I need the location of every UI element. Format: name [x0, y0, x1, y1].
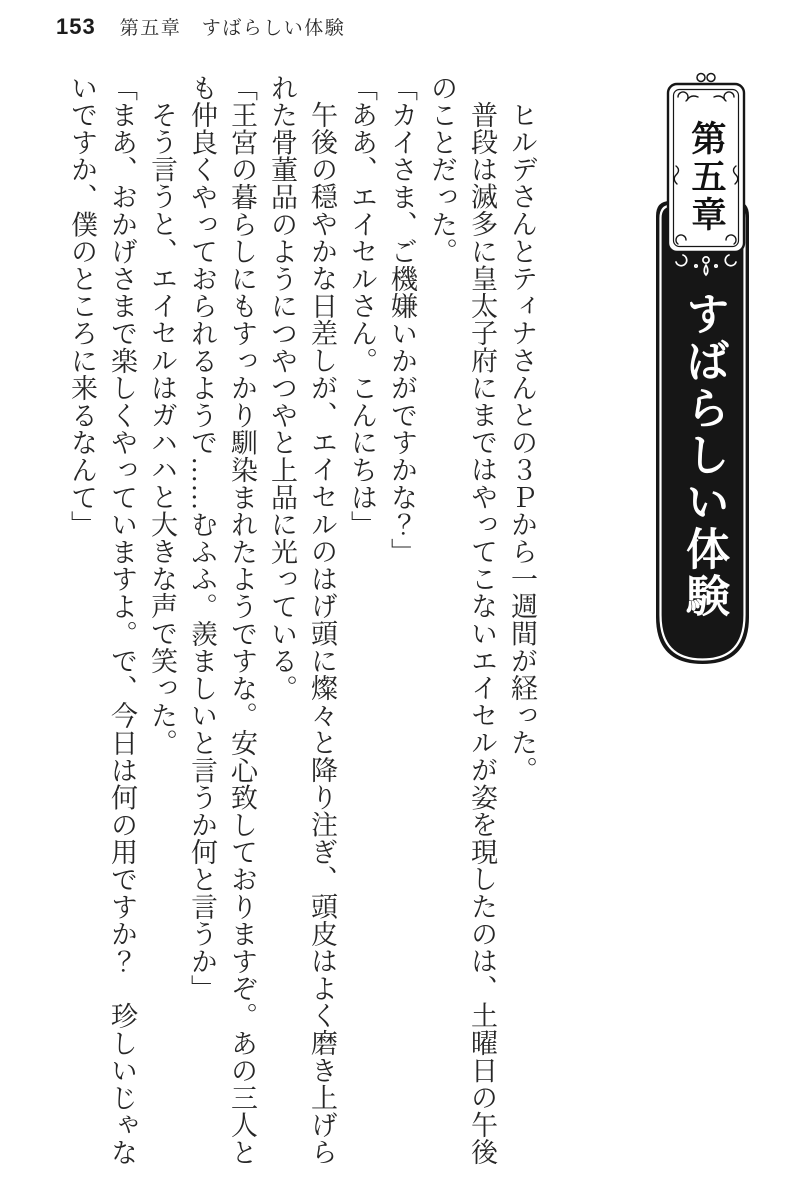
- body-text: [58, 74, 542, 1174]
- paragraph: ヒルデさんとティナさんとの３Ｐから一週間が経った。: [507, 101, 537, 784]
- paragraph: 普段は滅多に皇太子府にまではやってこないエイセルが姿を現したのは、土曜日の午後のことだった。: [427, 74, 497, 1166]
- paragraph: 「カイさま、ご機嫌いかがですかな？」: [387, 74, 417, 566]
- paragraph: 「ああ、エイセルさん。こんにちは」: [347, 74, 377, 539]
- paragraph: 午後の穏やかな日差しが、エイセルのはげ頭に燦々と降り注ぎ、頭皮はよく磨き上げられた骨董品のようにつやつやと上品に光っている。: [267, 74, 337, 1166]
- paragraph: そう言うと、エイセルはガハハと大きな声で笑った。: [147, 101, 177, 757]
- page-number: 153: [56, 14, 96, 39]
- chapter-number: 第五章: [687, 120, 726, 234]
- page-header: [56, 13, 345, 40]
- paragraph: 「王宮の暮らしにもすっかり馴染まれたようですな。安心致しておりますぞ。あの三人とも仲良くやっておられるようで……むふふ。羨ましいと言うか何と言うか」: [187, 74, 257, 1166]
- running-title: 第五章 すばらしい体験: [119, 18, 346, 39]
- paragraph: 「まあ、おかげさまで楽しくやっていますよ。で、今日は何の用ですか？ 珍しいじゃないですか、僕のところに来るなんて」: [67, 74, 137, 1166]
- chapter-banner: [650, 60, 756, 685]
- chapter-title: すばらしい体験: [679, 291, 728, 620]
